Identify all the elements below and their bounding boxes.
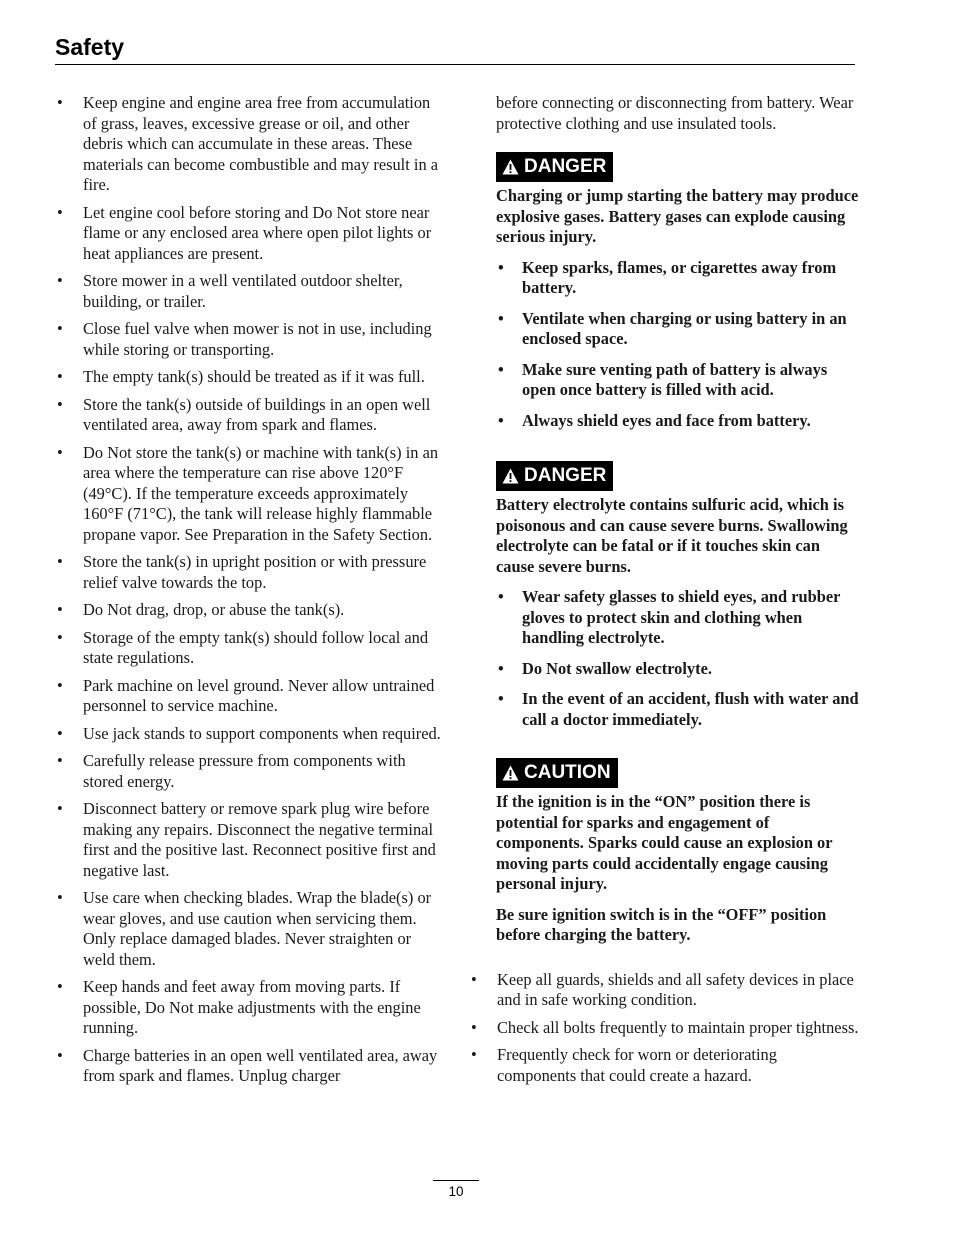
list-item: • Frequently check for worn or deteriorating components that could create a hazard. xyxy=(470,1045,860,1086)
danger-bullet-list xyxy=(496,258,861,432)
list-item: • Close fuel valve when mower is not in use, including while storing or transporting. xyxy=(56,319,446,360)
list-item: • Charge batteries in an open well ventilated area, away from spark and flames. Unplug charger xyxy=(56,1046,446,1087)
list-item: • In the event of an accident, flush with water and call a doctor immediately. xyxy=(496,689,861,730)
list-item: • Do Not drag, drop, or abuse the tank(s). xyxy=(56,600,446,621)
list-item: • Wear safety glasses to shield eyes, and rubber gloves to protect skin and clothing when handling electrolyte. xyxy=(496,587,861,649)
caution-text: If the ignition is in the “ON” position there is potential for sparks and engagement of components. Sparks could cause an explosion or moving parts could accidentally engage causing personal injury. xyxy=(496,792,833,893)
list-item: • Park machine on level ground. Never allow untrained personnel to service machine. xyxy=(56,676,446,717)
list-item: • Do Not store the tank(s) or machine with tank(s) in an area where the temperature can rise above 120°F (49°C). If the temperature exceeds approximately 160°F (71°C), the tank will release highly flammable propane vapor. See Preparation in the Safety Section. xyxy=(56,443,446,546)
caution-badge xyxy=(496,758,618,788)
list-item: • Ventilate when charging or using battery in an enclosed space. xyxy=(496,309,861,350)
list-item: • Use jack stands to support components when required. xyxy=(56,724,446,745)
left-column xyxy=(56,93,446,1094)
list-item: • Always shield eyes and face from battery. xyxy=(496,411,861,432)
caution-box-ignition xyxy=(496,758,861,946)
list-item: • Check all bolts frequently to maintain proper tightness. xyxy=(470,1018,860,1039)
right-bullet-list xyxy=(470,970,860,1087)
list-item: • Let engine cool before storing and Do Not store near flame or any enclosed area where open pilot lights or heat appliances are present. xyxy=(56,203,446,265)
continued-text: before connecting or disconnecting from battery. Wear protective clothing and use insulated tools. xyxy=(496,93,854,133)
danger-bullet-list xyxy=(496,587,861,730)
footer-divider xyxy=(433,1180,479,1181)
caution-label: CAUTION xyxy=(524,761,611,783)
page-header xyxy=(55,30,855,65)
danger-text: Charging or jump starting the battery may produce explosive gases. Battery gases can explode causing serious injury. xyxy=(496,186,859,246)
list-item: • Store the tank(s) in upright position or with pressure relief valve towards the top. xyxy=(56,552,446,593)
list-item: • Storage of the empty tank(s) should follow local and state regulations. xyxy=(56,628,446,669)
list-item: • Store the tank(s) outside of buildings in an open well ventilated area, away from spark and flames. xyxy=(56,395,446,436)
list-item: • Keep hands and feet away from moving parts. If possible, Do Not make adjustments with the engine running. xyxy=(56,977,446,1039)
danger-label: DANGER xyxy=(524,155,607,177)
danger-text: Battery electrolyte contains sulfuric acid, which is poisonous and can cause severe burns. Swallowing electrolyte can be fatal or if it touches skin can cause severe burns. xyxy=(496,495,848,576)
danger-box-electrolyte xyxy=(496,461,861,730)
warning-triangle-icon xyxy=(502,765,519,781)
danger-badge xyxy=(496,461,613,491)
list-item: • Use care when checking blades. Wrap the blade(s) or wear gloves, and use caution when servicing them. Only replace damaged blades. Never straighten or weld them. xyxy=(56,888,446,970)
right-column xyxy=(470,93,860,1093)
warning-triangle-icon xyxy=(502,159,519,175)
list-item: • Make sure venting path of battery is always open once battery is filled with acid. xyxy=(496,360,861,401)
warning-triangle-icon xyxy=(502,468,519,484)
list-item: • Disconnect battery or remove spark plug wire before making any repairs. Disconnect the negative terminal first and the positive last. Reconnect positive first and negative last. xyxy=(56,799,446,881)
danger-badge xyxy=(496,152,613,182)
page-title: Safety xyxy=(55,34,125,60)
list-item: • Keep all guards, shields and all safety devices in place and in safe working condition. xyxy=(470,970,860,1011)
left-bullet-list xyxy=(56,93,446,1087)
list-item: • Store mower in a well ventilated outdoor shelter, building, or trailer. xyxy=(56,271,446,312)
page-number: 10 xyxy=(448,1184,464,1199)
list-item: • Keep engine and engine area free from accumulation of grass, leaves, excessive grease or oil, and other debris which can accumulate in these areas. These materials can become combustible and may result in a fire. xyxy=(56,93,446,196)
danger-label: DANGER xyxy=(524,464,607,486)
danger-box-battery-gases xyxy=(496,152,861,431)
list-item: • The empty tank(s) should be treated as if it was full. xyxy=(56,367,446,388)
caution-text: Be sure ignition switch is in the “OFF” position before charging the battery. xyxy=(496,904,827,944)
list-item: • Carefully release pressure from components with stored energy. xyxy=(56,751,446,792)
list-item: • Keep sparks, flames, or cigarettes away from battery. xyxy=(496,258,861,299)
list-item: • Do Not swallow electrolyte. xyxy=(496,659,861,680)
